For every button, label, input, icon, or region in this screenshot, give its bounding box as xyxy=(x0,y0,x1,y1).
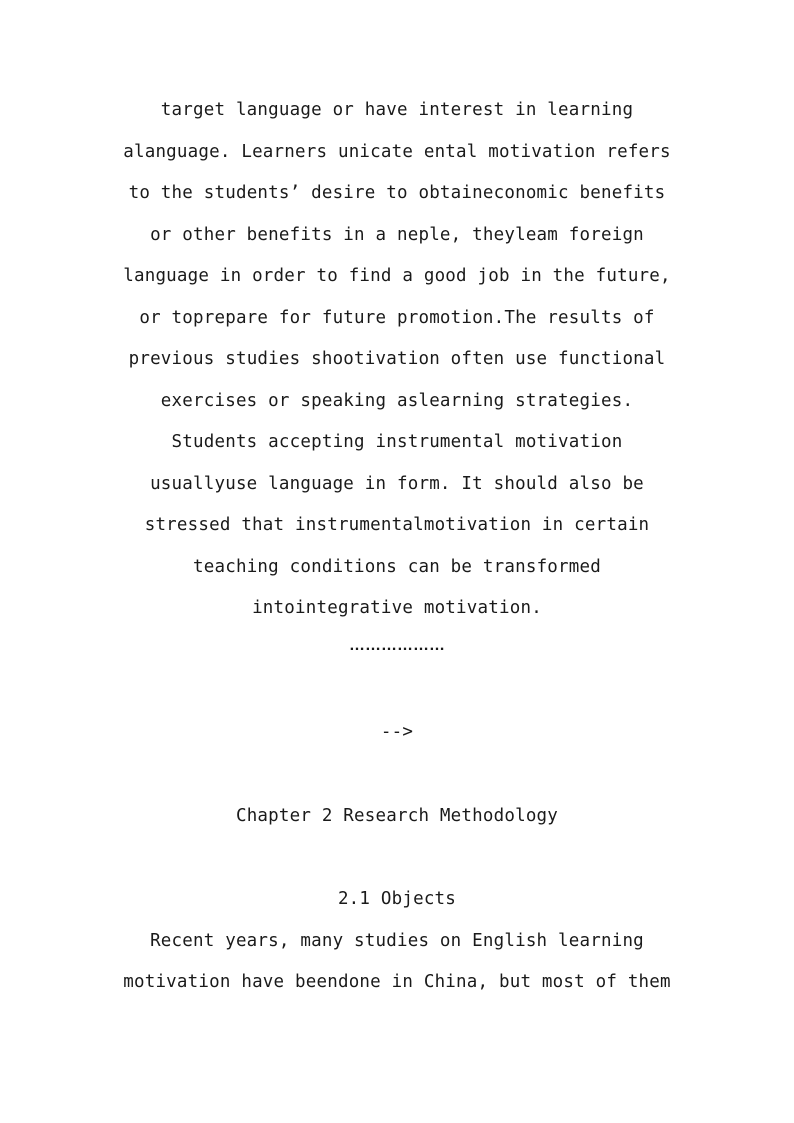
paragraph-1-line-9: Students accepting instrumental motivation xyxy=(171,432,623,452)
paragraph-2-line-1: Recent years, many studies on English learning xyxy=(150,931,644,951)
paragraph-1-line-8: exercises or speaking aslearning strategies. xyxy=(160,391,634,411)
arrow-marker: --> xyxy=(380,722,414,742)
paragraph-1-line-10: usuallyuse language in form. It should also be xyxy=(150,474,644,494)
paragraph-1-line-2: alanguage. Learners unicate ental motivation refers xyxy=(123,142,671,162)
section-heading: 2.1 Objects xyxy=(337,889,457,909)
paragraph-1-line-1: target language or have interest in learning xyxy=(160,100,634,120)
paragraph-1-line-4: or other benefits in a neple, theyleam foreign xyxy=(150,225,644,245)
paragraph-1-line-5: language in order to find a good job in the future, xyxy=(123,266,671,286)
paragraph-1-line-11: stressed that instrumentalmotivation in certain xyxy=(144,515,650,535)
paragraph-1-line-7: previous studies shootivation often use functional xyxy=(128,349,666,369)
paragraph-1-line-13: intointegrative motivation. xyxy=(252,598,542,618)
paragraph-1-line-6: or toprepare for future promotion.The results of xyxy=(139,308,655,328)
ellipsis-separator: ……………… xyxy=(349,637,445,654)
chapter-heading: Chapter 2 Research Methodology xyxy=(235,806,559,826)
paragraph-1-line-12: teaching conditions can be transformed xyxy=(193,557,601,577)
paragraph-2-line-2: motivation have beendone in China, but most of them xyxy=(123,972,671,992)
paragraph-1-line-3: to the students’ desire to obtaineconomic benefits xyxy=(128,183,666,203)
